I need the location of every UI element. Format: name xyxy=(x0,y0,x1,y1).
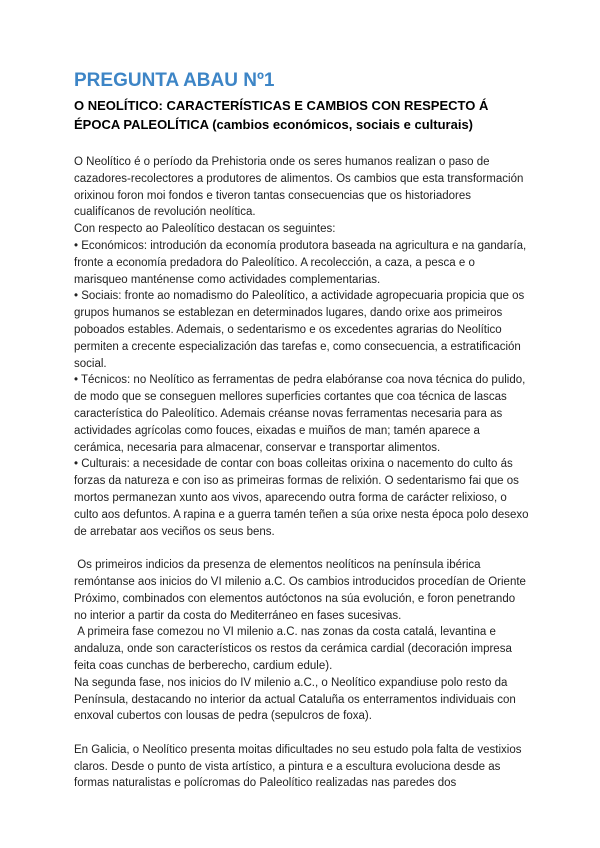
paragraph-gap xyxy=(74,540,530,557)
document-page xyxy=(74,70,530,792)
paragraph-galicia: En Galicia, o Neolítico presenta moitas dificultades no seu estudo pola falta de vestixios claros. Desde o punto de vista artístico, a pintura e a escultura evoluciona desde as formas naturalistas e polícromas do Paleolítico realizadas nas paredes dos xyxy=(74,743,525,790)
paragraph-iberia: Os primeiros indicios da presenza de elementos neolíticos na península ibérica remóntanse aos inicios do VI milenio a.C. Os cambios introducidos procedían de Oriente Próximo, combinados con elementos autóctonos na súa evolución, e foron penetrando no interior a partir da costa do Mediterráneo en fases sucesivas. xyxy=(74,559,530,622)
document-subtitle: O NEOLÍTICO: CARACTERÍSTICAS E CAMBIOS CON RESPECTO Á ÉPOCA PALEOLÍTICA (cambios económicos, sociais e culturais) xyxy=(74,98,489,132)
paragraph-technical: • Técnicos: no Neolítico as ferramentas de pedra elabóranse coa nova técnica do pulido, de modo que se conseguen mellores superficies cortantes que coa técnica de lascas característica do Paleolítico. Ademais créanse novas ferramentas necesaria para as actividades agrícolas como fouces, eixadas e muiños de man; tamén aparece a cerámica, necesaria para almacenar, conservar e transportar alimentos. xyxy=(74,374,529,454)
paragraph-first-phase: A primeira fase comezou no VI milenio a.C. nas zonas da costa catalá, levantina e andaluza, onde son característicos os restos da cerámica cardial (decoración impresa feita coas cunchas de berberecho, cardium edule). xyxy=(74,626,516,672)
paragraph-social: • Sociais: fronte ao nomadismo do Paleolítico, a actividade agropecuaria propicia que os grupos humanos se establezan en determinados lugares, dando orixe aos primeiros poboados estables. Ademais, o sedentarismo e os excedentes agrarias do Neolítico permiten a crecente especialización das tarefas e, como consecuencia, a estratificación social. xyxy=(74,290,528,370)
paragraph-economic: • Económicos: introdución da economía produtora baseada na agricultura e na gandaría, fronte a economía predadora do Paleolítico. A recolección, a caza, a pesca e o marisqueo manténense como actividades complementarias. xyxy=(74,239,530,286)
document-title: PREGUNTA ABAU Nº1 xyxy=(74,70,275,91)
paragraph-gap xyxy=(74,725,530,742)
paragraph-lead: Con respecto ao Paleolítico destacan os seguintes: xyxy=(74,223,336,236)
paragraph-cultural: • Culturais: a necesidade de contar con boas colleitas orixina o nacemento do culto ás forzas da natureza e con iso as primeiras formas de relixión. O sedentarismo fai que os mortos permanezan xunto aos vivos, aparecendo outra forma de carácter relixioso, o culto aos defuntos. A rapina e a guerra tamén teñen a súa orixe nesta época polo desexo de arrebatar aos veciños os seus bens. xyxy=(74,458,532,538)
paragraph-intro: O Neolítico é o período da Prehistoria onde os seres humanos realizan o paso de cazadores-recolectores a produtores de alimentos. Os cambios que esta transformación orixinou foron moi fondos e tiveron tantas consecuencias que os historiadores cualifícanos de revolución neolítica. xyxy=(74,156,527,219)
paragraph-second-phase: Na segunda fase, nos inicios do IV milenio a.C., o Neolítico expandiuse polo resto da Península, destacando no interior da actual Cataluña os enterramentos individuais con enxoval cubertos con lousas de pedra (sepulcros de foxa). xyxy=(74,676,519,723)
